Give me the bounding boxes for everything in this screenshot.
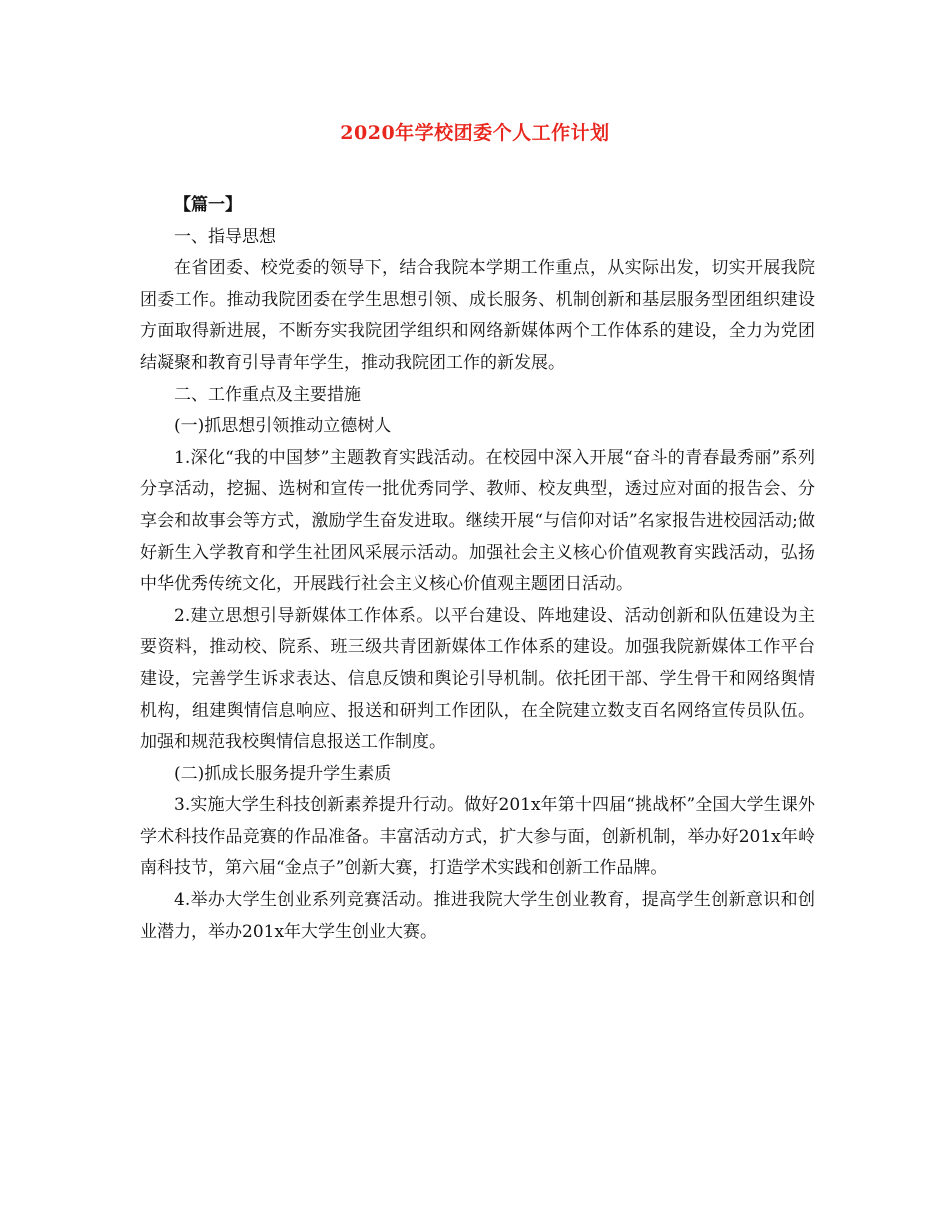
document-body xyxy=(140,190,815,948)
body-paragraph: 3.实施大学生科技创新素养提升行动。做好201x年第十四届“挑战杯”全国大学生课外学术科技作品竞赛的作品准备。丰富活动方式，扩大参与面，创新机制，举办好201x年岭南科技节，第六届“金点子”创新大赛，打造学术实践和创新工作品牌。 xyxy=(140,795,815,879)
section-heading: 二、工作重点及主要措施 xyxy=(174,384,361,405)
body-paragraph: 4.举办大学生创业系列竞赛活动。推进我院大学生创业教育，提高学生创新意识和创业潜力，举办201x年大学生创业大赛。 xyxy=(140,890,815,942)
subsection-heading: (二)抓成长服务提升学生素质 xyxy=(174,763,392,784)
section-label: 【篇一】 xyxy=(174,195,242,215)
body-paragraph: 2.建立思想引导新媒体工作体系。以平台建设、阵地建设、活动创新和队伍建设为主要资料，推动校、院系、班三级共青团新媒体工作体系的建设。加强我院新媒体工作平台建设，完善学生诉求表达、信息反馈和舆论引导机制。依托团干部、学生骨干和网络舆情机构，组建舆情信息响应、报送和研判工作团队，在全院建立数支百名网络宣传员队伍。加强和规范我校舆情信息报送工作制度。 xyxy=(140,605,815,753)
body-paragraph: 1.深化“我的中国梦”主题教育实践活动。在校园中深入开展“奋斗的青春最秀丽”系列分享活动，挖掘、选树和宣传一批优秀同学、教师、校友典型，透过应对面的报告会、分享会和故事会等方式，激励学生奋发进取。继续开展“与信仰对话”名家报告进校园活动;做好新生入学教育和学生社团风采展示活动。加强社会主义核心价值观教育实践活动，弘扬中华优秀传统文化，开展践行社会主义核心价值观主题团日活动。 xyxy=(140,447,815,595)
subsection-heading: (一)抓思想引领推动立德树人 xyxy=(174,416,392,437)
section-heading: 一、指导思想 xyxy=(174,226,276,247)
document-title: 2020年学校团委个人工作计划 xyxy=(340,122,610,144)
body-paragraph: 在省团委、校党委的领导下，结合我院本学期工作重点，从实际出发，切实开展我院团委工作。推动我院团委在学生思想引领、成长服务、机制创新和基层服务型团组织建设方面取得新进展，不断夯实我院团学组织和网络新媒体两个工作体系的建设，全力为党团结凝聚和教育引导青年学生，推动我院团工作的新发展。 xyxy=(140,258,815,373)
